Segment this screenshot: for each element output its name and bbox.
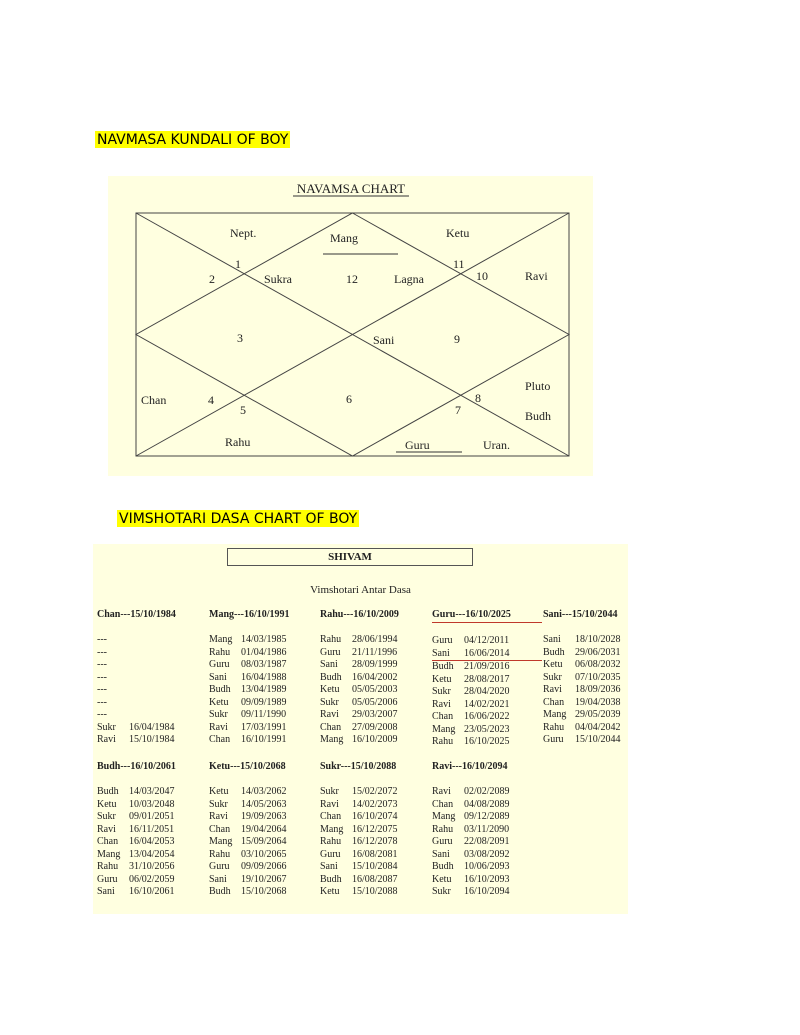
planet-name: Sani xyxy=(209,873,227,885)
dasa-date: 01/04/1986 xyxy=(241,646,287,658)
dasa-row xyxy=(320,697,430,710)
planet-name: Ketu xyxy=(97,798,117,810)
navamsa-chart xyxy=(108,176,593,476)
planet-guru: Guru xyxy=(405,438,430,452)
dasa-row xyxy=(320,786,430,799)
planet-name: Guru xyxy=(320,646,341,658)
dasa-date: 16/10/2061 xyxy=(129,886,175,897)
planet-name: Guru xyxy=(320,848,341,860)
dasa-column-header: Ravi---16/10/2094 xyxy=(432,761,508,772)
planet-name: --- xyxy=(97,684,107,695)
dasa-row xyxy=(209,697,319,710)
dasa-row xyxy=(432,648,542,662)
dasa-row xyxy=(97,659,207,672)
dasa-date: 19/04/2038 xyxy=(575,696,621,708)
dasa-row xyxy=(320,672,430,685)
planet-name: Rahu xyxy=(432,823,454,835)
dasa-column xyxy=(432,760,542,899)
planet-name: Mang xyxy=(432,811,456,822)
planet-name: Sani xyxy=(209,671,227,683)
dasa-row xyxy=(209,799,319,812)
planet-sukra: Sukra xyxy=(264,272,292,286)
dasa-row xyxy=(432,836,542,849)
dasa-date: 16/04/2002 xyxy=(352,671,398,683)
dasa-column xyxy=(320,608,430,747)
dasa-row xyxy=(209,734,319,747)
house-12: 12 xyxy=(346,272,358,286)
planet-name: Sani xyxy=(97,886,115,897)
planet-name: Mang xyxy=(320,734,344,745)
planet-name: Sukr xyxy=(209,798,228,810)
dasa-row xyxy=(209,634,319,647)
planet-name: --- xyxy=(97,671,107,683)
dasa-date: 31/10/2056 xyxy=(129,861,175,872)
planet-name: Sani xyxy=(320,861,338,872)
planet-name: Guru xyxy=(432,836,453,847)
dasa-date: 09/12/2089 xyxy=(464,811,510,822)
planet-name: Ketu xyxy=(320,684,340,695)
dasa-date: 29/06/2031 xyxy=(575,646,621,658)
dasa-row xyxy=(543,647,653,660)
dasa-date: 16/06/2014 xyxy=(464,647,510,659)
dasa-date: 14/02/2021 xyxy=(464,698,510,710)
dasa-row xyxy=(432,661,542,674)
planet-name: Mang xyxy=(209,836,233,847)
planet-nept: Nept. xyxy=(230,226,257,240)
planet-name: Guru xyxy=(209,861,230,872)
dasa-date: 05/05/2003 xyxy=(352,684,398,695)
dasa-date: 14/03/2047 xyxy=(129,786,175,797)
vimshotari-dasa-chart xyxy=(93,544,628,914)
planet-uran: Uran. xyxy=(483,438,510,452)
dasa-row xyxy=(320,647,430,660)
dasa-date: 03/11/2090 xyxy=(464,823,510,835)
dasa-row xyxy=(320,874,430,887)
house-8: 8 xyxy=(475,391,481,405)
dasa-column-header: Sukr---15/10/2088 xyxy=(320,761,397,772)
navamsa-chart-diagram xyxy=(108,176,593,476)
planet-pluto: Pluto xyxy=(525,379,551,393)
planet-mang: Mang xyxy=(330,231,358,245)
dasa-row xyxy=(97,861,207,874)
dasa-row xyxy=(97,684,207,697)
planet-name: Ravi xyxy=(97,734,116,745)
planet-name: Ketu xyxy=(209,696,229,708)
dasa-date: 16/10/1991 xyxy=(241,734,287,745)
house-5: 5 xyxy=(240,403,246,417)
planet-name: Guru xyxy=(209,659,230,670)
planet-name: Ketu xyxy=(432,873,452,885)
planet-name: Sani xyxy=(320,659,338,670)
house-4: 4 xyxy=(208,393,214,407)
planet-name: Ravi xyxy=(209,721,228,733)
dasa-date: 04/12/2011 xyxy=(464,635,510,646)
navamsa-heading: NAVMASA KUNDALI OF BOY xyxy=(97,132,289,148)
dasa-row xyxy=(97,886,207,899)
planet-name: --- xyxy=(97,696,107,708)
dasa-column-header: Guru---16/10/2025 xyxy=(432,608,542,623)
planet-name: Mang xyxy=(97,848,121,860)
dasa-date: 03/08/2092 xyxy=(464,848,510,860)
planet-name: Ketu xyxy=(320,886,340,897)
planet-name: Sukr xyxy=(543,671,562,683)
dasa-date: 07/10/2035 xyxy=(575,671,621,683)
navamsa-chart-title: NAVAMSA CHART xyxy=(296,181,406,196)
dasa-date: 13/04/2054 xyxy=(129,848,175,860)
dasa-row xyxy=(97,722,207,735)
planet-name: Rahu xyxy=(432,736,454,747)
dasa-date: 27/09/2008 xyxy=(352,721,398,733)
dasa-row xyxy=(97,874,207,887)
dasa-row xyxy=(320,849,430,862)
planet-name: Guru xyxy=(432,635,453,646)
planet-sani: Sani xyxy=(373,333,395,347)
dasa-row xyxy=(97,697,207,710)
planet-rahu: Rahu xyxy=(225,435,251,449)
planet-name: Sani xyxy=(432,848,450,860)
dasa-row xyxy=(320,811,430,824)
dasa-row xyxy=(432,786,542,799)
dasa-date: 16/12/2078 xyxy=(352,836,398,847)
planet-name: Chan xyxy=(320,721,342,733)
dasa-date: 29/03/2007 xyxy=(352,709,398,720)
planet-name: Mang xyxy=(320,823,344,835)
dasa-column xyxy=(97,608,207,747)
dasa-date: 06/02/2059 xyxy=(129,873,175,885)
dasa-date: 22/08/2091 xyxy=(464,836,510,847)
planet-ketu: Ketu xyxy=(446,226,470,240)
house-6: 6 xyxy=(346,392,352,406)
shivam-title-box: SHIVAM xyxy=(227,548,473,566)
planet-name: --- xyxy=(97,634,107,645)
planet-name: Chan xyxy=(432,798,454,810)
dasa-date: 14/05/2063 xyxy=(241,798,287,810)
dasa-row xyxy=(209,647,319,660)
dasa-row xyxy=(432,724,542,737)
dasa-row xyxy=(97,836,207,849)
dasa-row xyxy=(209,824,319,837)
dasa-row xyxy=(543,734,653,747)
dasa-date: 19/04/2064 xyxy=(241,823,287,835)
house-7: 7 xyxy=(455,403,461,417)
dasa-date: 09/11/1990 xyxy=(241,709,287,720)
dasa-date: 16/10/2074 xyxy=(352,811,398,822)
dasa-date: 06/08/2032 xyxy=(575,659,621,670)
dasa-date: 19/10/2067 xyxy=(241,873,287,885)
dasa-date: 09/09/2066 xyxy=(241,861,287,872)
dasa-column-header: Chan---15/10/1984 xyxy=(97,609,176,620)
planet-name: Rahu xyxy=(209,848,231,860)
dasa-date: 18/10/2028 xyxy=(575,634,621,645)
dasa-date: 15/09/2064 xyxy=(241,836,287,847)
planet-lagna: Lagna xyxy=(394,272,424,286)
dasa-date: 15/10/1984 xyxy=(129,734,175,745)
planet-name: Chan xyxy=(97,836,119,847)
planet-name: Budh xyxy=(209,886,231,897)
house-11: 11 xyxy=(453,257,465,271)
dasa-date: 29/05/2039 xyxy=(575,709,621,720)
planet-name: --- xyxy=(97,646,107,658)
dasa-date: 19/09/2063 xyxy=(241,811,287,822)
dasa-row xyxy=(209,886,319,899)
dasa-row xyxy=(209,659,319,672)
dasa-row xyxy=(209,672,319,685)
planet-name: Sani xyxy=(432,647,450,659)
dasa-row xyxy=(432,886,542,899)
planet-name: Budh xyxy=(543,646,565,658)
dasa-row xyxy=(432,811,542,824)
dasa-date: 14/03/1985 xyxy=(241,634,287,645)
dasa-row xyxy=(97,709,207,722)
house-10: 10 xyxy=(476,269,488,283)
dasa-column-header: Mang---16/10/1991 xyxy=(209,609,290,620)
dasa-column-header: Sani---15/10/2044 xyxy=(543,609,618,620)
dasa-row xyxy=(320,722,430,735)
house-1: 1 xyxy=(235,257,241,271)
dasa-date: 16/08/2087 xyxy=(352,873,398,885)
dasa-row xyxy=(209,849,319,862)
dasa-date: 16/10/2025 xyxy=(464,736,510,747)
dasa-row xyxy=(97,786,207,799)
planet-name: Sani xyxy=(543,634,561,645)
dasa-row xyxy=(209,836,319,849)
dasa-row xyxy=(320,709,430,722)
dasa-row xyxy=(209,722,319,735)
dasa-row xyxy=(209,874,319,887)
dasa-row xyxy=(209,861,319,874)
dasa-row xyxy=(543,634,653,647)
dasa-date: 16/04/1988 xyxy=(241,671,287,683)
dasa-row xyxy=(97,811,207,824)
dasa-row xyxy=(209,684,319,697)
dasa-column-header: Ketu---15/10/2068 xyxy=(209,761,286,772)
house-3: 3 xyxy=(237,331,243,345)
planet-name: Guru xyxy=(543,734,564,745)
dasa-column xyxy=(209,760,319,899)
dasa-date: 23/05/2023 xyxy=(464,723,510,735)
dasa-date: 16/08/2081 xyxy=(352,848,398,860)
dasa-date: 14/02/2073 xyxy=(352,798,398,810)
dasa-date: 21/09/2016 xyxy=(464,661,510,672)
dasa-row xyxy=(432,799,542,812)
dasa-row xyxy=(320,734,430,747)
planet-name: Chan xyxy=(209,734,231,745)
dasa-date: 10/03/2048 xyxy=(129,798,175,810)
dasa-date: 05/05/2006 xyxy=(352,696,398,708)
dasa-date: 16/10/2094 xyxy=(464,886,510,897)
dasa-row xyxy=(543,709,653,722)
planet-name: Rahu xyxy=(320,836,342,847)
dasa-row xyxy=(97,734,207,747)
planet-name: Budh xyxy=(320,671,342,683)
planet-name: --- xyxy=(97,659,107,670)
dasa-column xyxy=(97,760,207,899)
planet-name: Budh xyxy=(320,873,342,885)
dasa-row xyxy=(97,849,207,862)
dasa-date: 15/10/2068 xyxy=(241,886,287,897)
dasa-date: 08/03/1987 xyxy=(241,659,287,670)
planet-name: Sukr xyxy=(432,686,451,697)
dasa-row xyxy=(432,824,542,837)
dasa-date: 04/08/2089 xyxy=(464,798,510,810)
planet-name: Sukr xyxy=(97,811,116,822)
planet-name: Chan xyxy=(432,711,454,722)
planet-name: Ketu xyxy=(543,659,563,670)
dasa-row xyxy=(97,647,207,660)
dasa-date: 17/03/1991 xyxy=(241,721,287,733)
planet-name: Ravi xyxy=(209,811,228,822)
dasa-date: 28/04/2020 xyxy=(464,686,510,697)
planet-name: Chan xyxy=(320,811,342,822)
planet-name: Mang xyxy=(543,709,567,720)
dasa-date: 13/04/1989 xyxy=(241,684,287,695)
dasa-row xyxy=(320,684,430,697)
dasa-row xyxy=(209,811,319,824)
planet-name: Budh xyxy=(432,861,454,872)
dasa-row xyxy=(320,634,430,647)
dasa-date: 16/10/2009 xyxy=(352,734,398,745)
planet-name: Rahu xyxy=(320,634,342,645)
dasa-row xyxy=(209,709,319,722)
dasa-date: 14/03/2062 xyxy=(241,786,287,797)
planet-name: Sukr xyxy=(97,721,116,733)
dasa-row xyxy=(543,659,653,672)
dasa-date: 15/02/2072 xyxy=(352,786,398,797)
dasa-date: 03/10/2065 xyxy=(241,848,287,860)
dasa-heading: VIMSHOTARI DASA CHART OF BOY xyxy=(119,511,358,527)
planet-name: Ravi xyxy=(543,684,562,695)
dasa-date: 18/09/2036 xyxy=(575,684,621,695)
dasa-date: 16/06/2022 xyxy=(464,711,510,722)
dasa-row xyxy=(432,736,542,749)
dasa-date: 09/09/1989 xyxy=(241,696,287,708)
planet-name: Mang xyxy=(209,634,233,645)
planet-ravi: Ravi xyxy=(525,269,548,283)
dasa-row xyxy=(97,672,207,685)
dasa-row xyxy=(432,635,542,648)
dasa-row xyxy=(97,799,207,812)
dasa-row xyxy=(320,824,430,837)
planet-name: Mang xyxy=(432,723,456,735)
planet-name: Ravi xyxy=(320,798,339,810)
dasa-date: 02/02/2089 xyxy=(464,786,510,797)
dasa-date: 15/10/2084 xyxy=(352,861,398,872)
dasa-row xyxy=(432,711,542,724)
planet-name: Rahu xyxy=(97,861,119,872)
planet-name: Budh xyxy=(97,786,119,797)
dasa-row xyxy=(320,799,430,812)
planet-name: Guru xyxy=(97,873,118,885)
dasa-column-header: Rahu---16/10/2009 xyxy=(320,609,399,620)
dasa-date: 15/10/2044 xyxy=(575,734,621,745)
planet-name: Budh xyxy=(209,684,231,695)
dasa-column xyxy=(209,608,319,747)
planet-name: Sukr xyxy=(209,709,228,720)
dasa-row xyxy=(432,849,542,862)
planet-name: Budh xyxy=(432,661,454,672)
dasa-row xyxy=(432,861,542,874)
dasa-date: 16/10/2093 xyxy=(464,873,510,885)
planet-name: Chan xyxy=(543,696,565,708)
dasa-row xyxy=(320,836,430,849)
planet-chan: Chan xyxy=(141,393,167,407)
antar-dasa-subtitle: Vimshotari Antar Dasa xyxy=(310,584,411,596)
dasa-date: 04/04/2042 xyxy=(575,721,621,733)
planet-name: Ravi xyxy=(320,709,339,720)
dasa-date: 28/08/2017 xyxy=(464,673,510,685)
dasa-row xyxy=(432,874,542,887)
dasa-column-header: Budh---16/10/2061 xyxy=(97,761,176,772)
dasa-column xyxy=(320,760,430,899)
planet-name: Ravi xyxy=(97,823,116,835)
dasa-column xyxy=(432,608,542,749)
planet-name: Chan xyxy=(209,823,231,835)
dasa-column xyxy=(543,608,653,747)
dasa-row xyxy=(432,699,542,712)
house-2: 2 xyxy=(209,272,215,286)
dasa-row xyxy=(543,684,653,697)
planet-name: Sukr xyxy=(320,786,339,797)
planet-name: Sukr xyxy=(432,886,451,897)
dasa-date: 16/04/2053 xyxy=(129,836,175,847)
planet-name: Rahu xyxy=(543,721,565,733)
dasa-date: 28/09/1999 xyxy=(352,659,398,670)
dasa-date: 10/06/2093 xyxy=(464,861,510,872)
dasa-row xyxy=(432,686,542,699)
planet-budh: Budh xyxy=(525,409,552,423)
dasa-row xyxy=(97,634,207,647)
dasa-date: 21/11/1996 xyxy=(352,646,398,658)
dasa-row xyxy=(97,824,207,837)
planet-name: Ketu xyxy=(209,786,229,797)
planet-name: --- xyxy=(97,709,107,720)
planet-name: Rahu xyxy=(209,646,231,658)
dasa-row xyxy=(543,672,653,685)
planet-name: Ravi xyxy=(432,698,451,710)
planet-name: Ketu xyxy=(432,673,452,685)
house-9: 9 xyxy=(454,332,460,346)
dasa-row xyxy=(320,861,430,874)
planet-name: Ravi xyxy=(432,786,451,797)
planet-name: Sukr xyxy=(320,696,339,708)
dasa-date: 15/10/2088 xyxy=(352,886,398,897)
dasa-date: 16/12/2075 xyxy=(352,823,398,835)
dasa-date: 16/11/2051 xyxy=(129,823,175,835)
dasa-row xyxy=(320,659,430,672)
dasa-row xyxy=(543,722,653,735)
dasa-row xyxy=(320,886,430,899)
dasa-row xyxy=(543,697,653,710)
dasa-row xyxy=(432,674,542,687)
dasa-date: 09/01/2051 xyxy=(129,811,175,822)
dasa-date: 16/04/1984 xyxy=(129,721,175,733)
dasa-date: 28/06/1994 xyxy=(352,634,398,645)
dasa-row xyxy=(209,786,319,799)
